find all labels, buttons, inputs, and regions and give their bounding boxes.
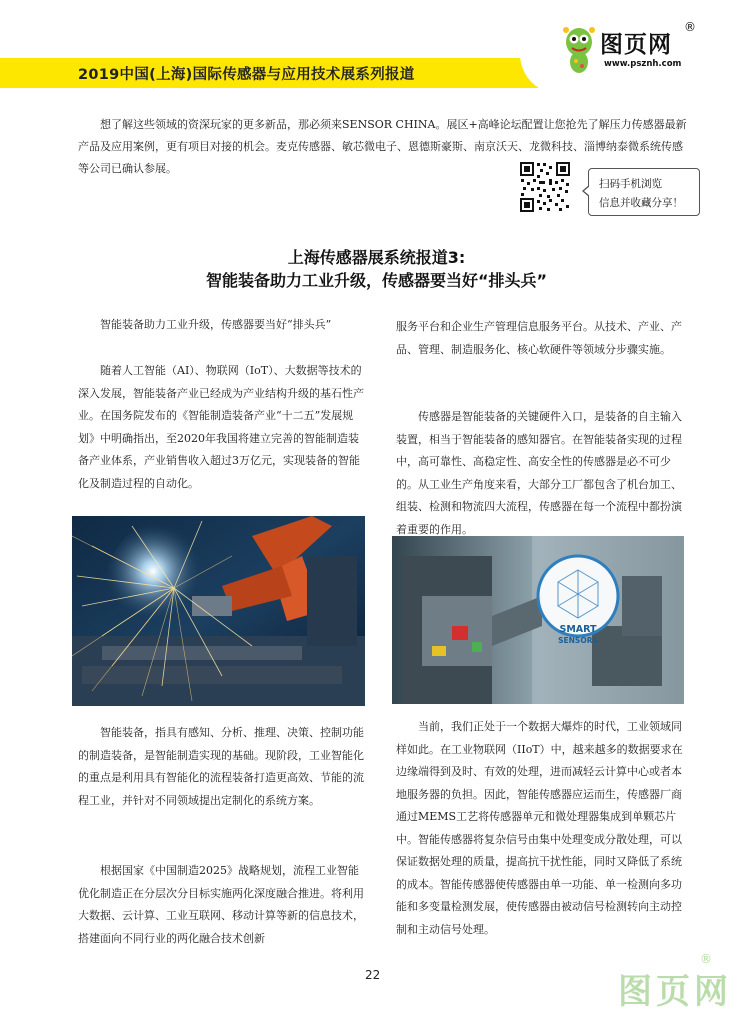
welding-robot-photo xyxy=(72,516,365,706)
page-header xyxy=(0,0,753,96)
article-title-line1: 上海传感器展系统报道3: xyxy=(287,248,466,267)
header-title: 2019中国(上海)国际传感器与应用技术展系列报道 xyxy=(78,67,415,83)
right-column-block1 xyxy=(396,316,684,361)
registered-mark: ® xyxy=(684,20,696,34)
smart-label-line1: SMART xyxy=(559,624,597,635)
paragraph: 随着人工智能（AI）、物联网（IoT）、大数据等技术的深入发展，智能装备产业已经成为产业结构升级的基石性产业。在国务院发布的《智能制造装备产业“十二五”发展规划》中明确指出，至2020年我国将建立完善的智能制造装备产业体系，产业销售收入超过3万亿元，实现装备的智能化及制造过程的自动化。 xyxy=(78,364,364,490)
watermark-text: 图页网 xyxy=(618,972,732,1012)
mascot-icon xyxy=(560,22,598,76)
scan-tip-bubble xyxy=(588,168,700,216)
left-column-block3 xyxy=(78,860,366,950)
smart-label-line2: SENSORS xyxy=(558,636,598,645)
right-column-block3 xyxy=(396,716,684,941)
paragraph: 服务平台和企业生产管理信息服务平台。从技术、产业、产品、管理、制造服务化、核心软硬件等领域分步骤实施。 xyxy=(396,320,682,356)
paragraph: 传感器是智能装备的关键硬件入口，是装备的自主输入装置，相当于智能装备的感知器官。在智能装备实现的过程中，高可靠性、高稳定性、高安全性的传感器是必不可少的。从工业生产角度来看，大部分工厂都包含了机台加工、组装、检测和物流四大流程，传感器在每一个流程中都扮演着重要的作用。 xyxy=(396,410,682,536)
left-column-block1 xyxy=(78,360,366,495)
intro-text: 想了解这些领域的资深玩家的更多新品，那必须来SENSOR CHINA。展区+高峰论坛配置让您抢先了解压力传感器最新产品及应用案例，更有项目对接的机会。麦克传感器、敏芯微电子、恩德斯豪斯、南京沃天、龙微科技、淄博纳泰微系统传感等公司已确认参展。 xyxy=(78,118,687,175)
article-lead: 智能装备助力工业升级，传感器要当好“排头兵” xyxy=(100,318,332,331)
paragraph: 根据国家《中国制造2025》战略规划，流程工业智能优化制造正在分层次分目标实施两化深度融合推进。将利用大数据、云计算、工业互联网、移动计算等新的信息技术，搭建面向不同行业的两化融合技术创新 xyxy=(78,864,364,945)
page-number: 22 xyxy=(365,968,381,982)
qr-code-icon[interactable] xyxy=(519,161,571,213)
smart-sensors-image xyxy=(392,536,684,704)
article-title-line2: 智能装备助力工业升级，传感器要当好“排头兵” xyxy=(205,271,548,290)
left-column-block2 xyxy=(78,722,366,812)
right-column-block2 xyxy=(396,406,684,541)
scan-tip-line2: 信息并收藏分享！ xyxy=(599,197,683,209)
welding-robot-image xyxy=(72,516,365,706)
paragraph: 智能装备，指具有感知、分析、推理、决策、控制功能的制造装备，是智能制造实现的基础。现阶段，工业智能化的重点是利用具有智能化的流程装备打造更高效、节能的流程工业，并针对不同领域提出定制化的系统方案。 xyxy=(78,726,364,807)
paragraph: 当前，我们正处于一个数据大爆炸的时代，工业领域同样如此。在工业物联网（IIoT）中，越来越多的数据要求在边缘端得到及时、有效的处理，进而减轻云计算中心或者本地服务器的负担。因此，智能传感器应运而生，传感器厂商通过MEMS工艺将传感器单元和微处理器集成到单颗芯片中。智能传感器将复杂信号由集中处理变成分散处理，可以保证数据处理的质量，提高抗干扰性能，同时又降低了系统的成本。智能传感器使传感器由单一功能、单一检测向多功能和多变量检测发展，使传感器由被动信号检测转向主动控制和主动信号处理。 xyxy=(396,720,683,936)
smart-sensors-photo xyxy=(392,536,684,704)
logo-url: www.psznh.com xyxy=(604,59,682,69)
logo-text: 图页网 xyxy=(600,32,672,58)
watermark-registered-mark: ® xyxy=(700,952,712,966)
scan-tip-line1: 扫码手机浏览 xyxy=(599,178,662,190)
